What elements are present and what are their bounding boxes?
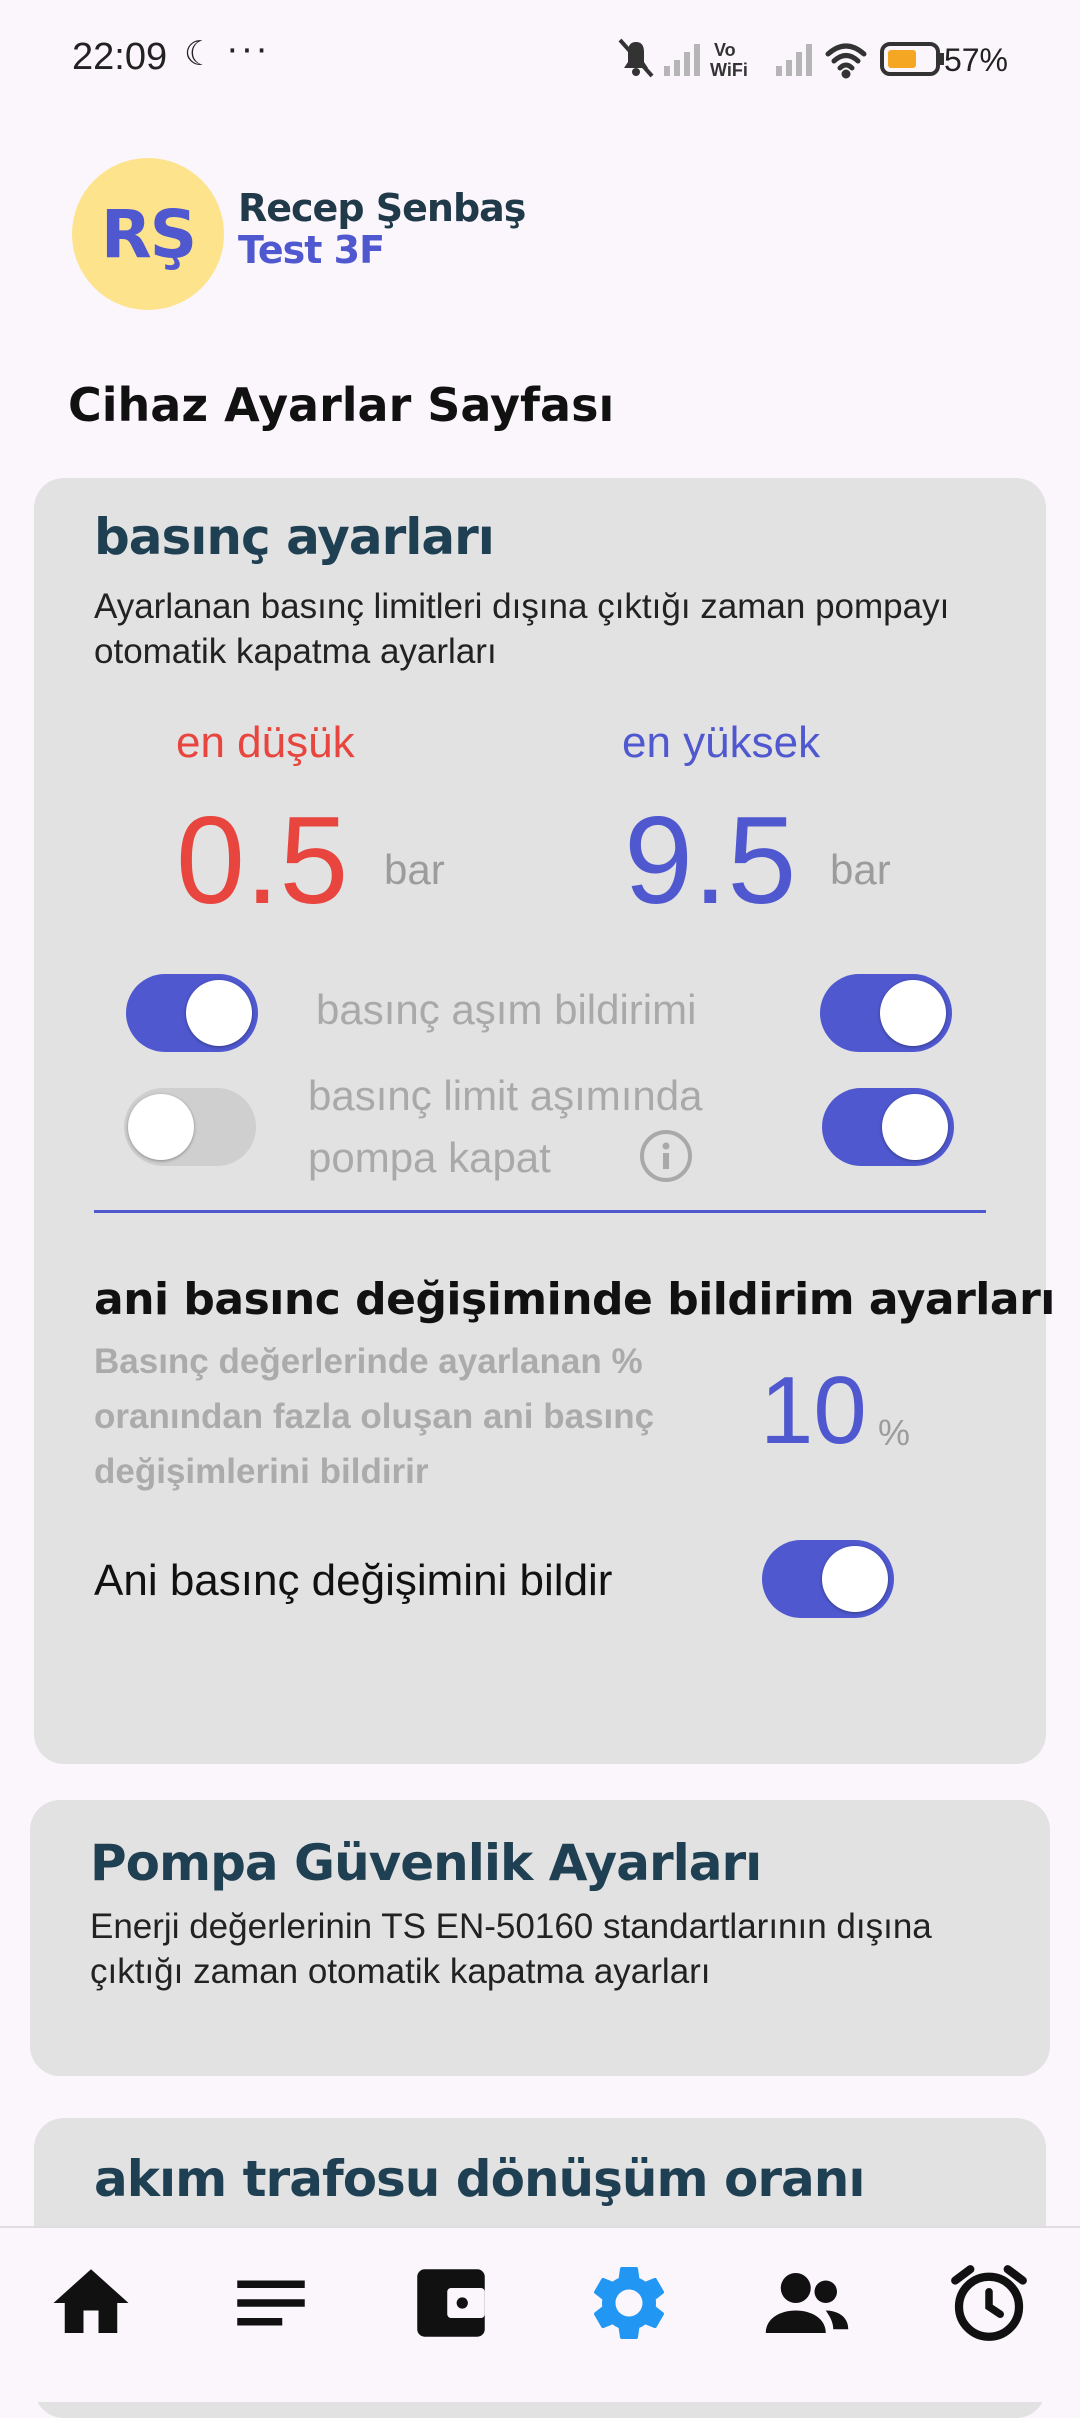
max-pressure-unit: bar bbox=[830, 846, 891, 893]
min-pressure-label: en düşük bbox=[176, 718, 355, 767]
overflow-notify-label: basınç aşım bildirimi bbox=[316, 986, 697, 1033]
home-icon[interactable] bbox=[46, 2258, 136, 2348]
battery-icon bbox=[882, 44, 944, 74]
pressure-card-description: Ayarlanan basınç limitleri dışına çıktığı zaman pompayı otomatik kapatma ayarları bbox=[94, 587, 950, 671]
min-pressure-value[interactable]: 0.5 bbox=[176, 792, 349, 930]
page-title: Cihaz Ayarlar Sayfası bbox=[68, 378, 615, 432]
settings-icon[interactable] bbox=[584, 2258, 674, 2348]
overflow-notify-min-toggle[interactable] bbox=[126, 974, 258, 1052]
spike-settings-description: Basınç değerlerinde ayarlanan % oranından fazla oluşan ani basınç değişimlerini bildirir bbox=[94, 1342, 655, 1491]
spike-notify-label: Ani basınç değişimini bildir bbox=[94, 1556, 613, 1605]
vowifi-top: Vo bbox=[714, 40, 736, 60]
spike-notify-toggle[interactable] bbox=[762, 1540, 894, 1618]
spike-settings-heading: ani basınc değişiminde bildirim ayarları bbox=[94, 1274, 1055, 1325]
avatar[interactable]: RŞ bbox=[72, 158, 224, 310]
pump-off-max-toggle[interactable] bbox=[822, 1088, 954, 1166]
bottom-navigation bbox=[0, 2226, 1080, 2402]
overflow-notify-max-toggle[interactable] bbox=[820, 974, 952, 1052]
device-name: Test 3F bbox=[238, 228, 385, 272]
vowifi-bottom: WiFi bbox=[710, 60, 748, 80]
signal-icon-2 bbox=[776, 44, 812, 76]
mute-icon bbox=[620, 40, 652, 76]
pump-safety-title: Pompa Güvenlik Ayarları bbox=[90, 1834, 762, 1892]
battery-percent: 57% bbox=[943, 42, 1008, 78]
pump-off-min-toggle[interactable] bbox=[124, 1088, 256, 1166]
pressure-card-title: basınç ayarları bbox=[94, 508, 494, 566]
max-pressure-value[interactable]: 9.5 bbox=[624, 792, 797, 930]
do-not-disturb-icon: ☾ bbox=[184, 35, 215, 73]
more-notifications-icon: ··· bbox=[226, 28, 270, 70]
wallet-icon[interactable] bbox=[406, 2258, 496, 2348]
pump-safety-description: Enerji değerlerinin TS EN-50160 standartlarının dışına çıktığı zaman otomatik kapatma ayarları bbox=[90, 1907, 932, 1991]
list-icon[interactable] bbox=[226, 2258, 316, 2348]
wifi-icon bbox=[828, 46, 864, 76]
signal-icon-1 bbox=[664, 44, 700, 76]
status-time: 22:09 bbox=[72, 36, 168, 78]
min-pressure-unit: bar bbox=[384, 846, 445, 893]
max-pressure-label: en yüksek bbox=[622, 718, 821, 767]
current-transformer-title: akım trafosu dönüşüm oranı bbox=[94, 2150, 865, 2208]
pump-off-label-line1: basınç limit aşımında bbox=[308, 1072, 703, 1119]
alarm-icon[interactable] bbox=[944, 2258, 1034, 2348]
pump-off-label-line2: pompa kapat bbox=[308, 1134, 551, 1181]
divider bbox=[94, 1210, 986, 1213]
users-icon[interactable] bbox=[762, 2258, 852, 2348]
user-name: Recep Şenbaş bbox=[238, 186, 526, 230]
spike-percent-unit: % bbox=[878, 1412, 911, 1453]
info-icon[interactable] bbox=[640, 1130, 692, 1182]
spike-percent-value[interactable]: 10 bbox=[760, 1357, 867, 1464]
